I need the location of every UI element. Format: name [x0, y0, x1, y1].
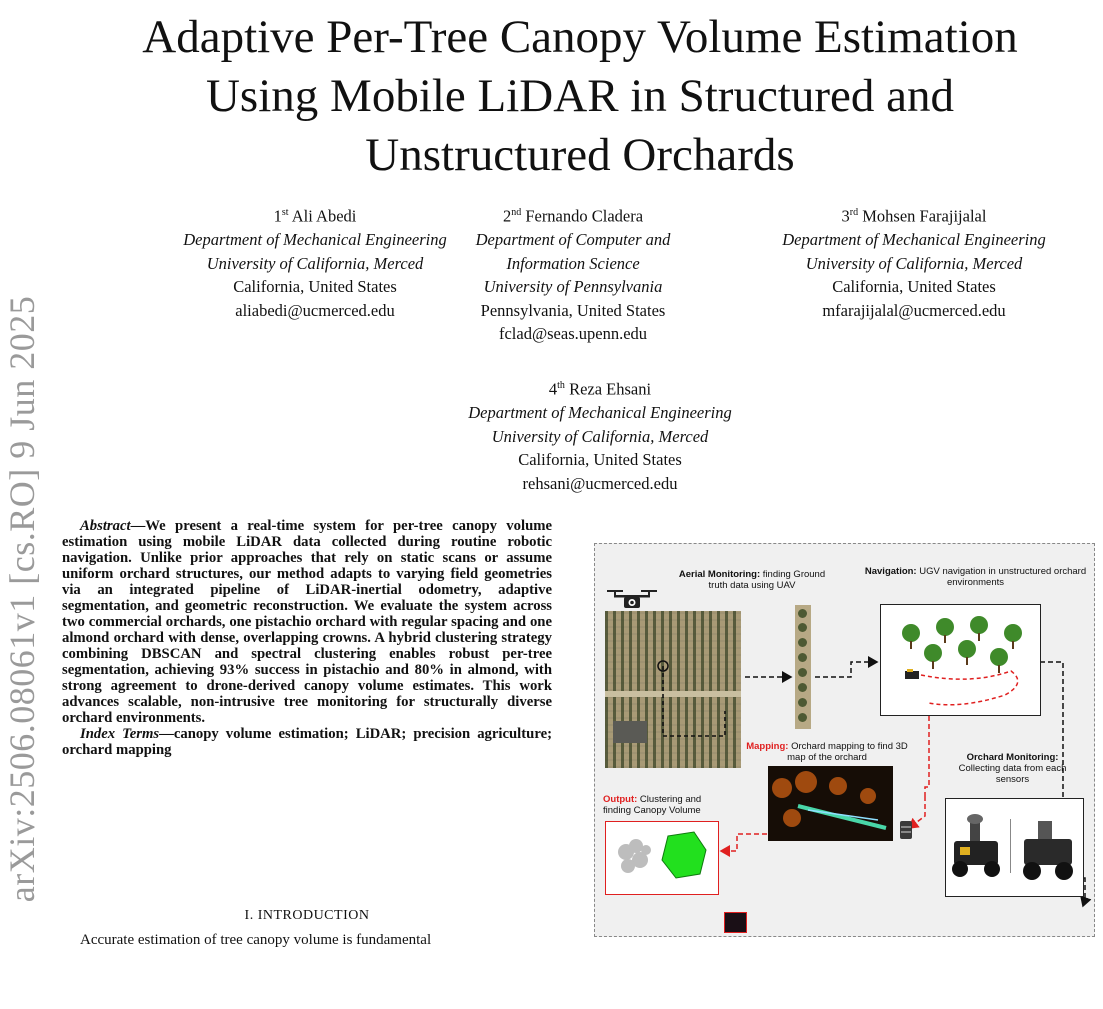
author-block-1: [165, 201, 465, 322]
author-affiliation: University of Pennsylvania: [483, 277, 663, 296]
author-affiliation: University of California, Merced: [805, 253, 1023, 273]
author-block-2: [445, 201, 701, 346]
abstract-body: —We present a real-time system for per-tree canopy volume estimation using mobile LiDAR data collected during routine robotic navigation. Unlike prior approaches that rely on static scans or assume uniform orchard structures, our method adapts to varying field geometries via an integrated pipeline of LiDAR-inertial odometry, adaptive segmentation, and geometric reconstruction. We evaluate the system across two commercial orchards, one pistachio orchard with regular spacing and one almond orchard with dense, overlapping crowns. A hybrid clustering strategy combining DBSCAN and spectral clustering enables robust per-tree segmentation, achieving 93% success in pistachio and 80% in almond, with strong agreement to drone-derived canopy volume estimates. This work advances scalable, non-intrusive tree monitoring for structurally diverse orchard environments.: [62, 518, 552, 726]
title-line: Adaptive Per-Tree Canopy Volume Estimation: [142, 11, 1018, 63]
author-block-3: [756, 201, 1072, 322]
author-affiliation: University of California, Merced: [491, 426, 709, 446]
abstract: [62, 518, 552, 758]
author-affiliation: Information Science: [506, 253, 640, 273]
aerial-monitoring-label: Aerial Monitoring: finding Ground truth data using UAV: [678, 569, 826, 591]
navigation-label: Navigation: UGV navigation in unstructured orchard environments: [864, 566, 1087, 588]
author-location: California, United States: [233, 277, 397, 296]
author-affiliation: Department of Mechanical Engineering: [782, 230, 1046, 249]
author-name: 2nd Fernando Cladera: [502, 206, 644, 226]
author-affiliation: Department of Computer and: [475, 230, 671, 249]
orchard-monitoring-label: Orchard Monitoring: Collecting data from each sensors: [958, 752, 1067, 785]
author-block-4: [420, 374, 780, 495]
canopy-volume-illustration: [606, 822, 716, 892]
title-line: Unstructured Orchards: [365, 129, 795, 181]
author-location: Pennsylvania, United States: [480, 300, 666, 320]
index-terms-body: —canopy volume estimation; LiDAR; precision agriculture; orchard mapping: [62, 726, 552, 758]
author-affiliation: Department of Mechanical Engineering: [183, 230, 447, 249]
lidar-sensor-icon: [898, 820, 914, 840]
author-location: California, United States: [518, 450, 682, 469]
point-cloud-thumbnail: [724, 912, 747, 933]
author-email: aliabedi@ucmerced.edu: [235, 300, 395, 320]
output-label: Output: Clustering and finding Canopy Volume: [603, 794, 702, 816]
author-name: 3rd Mohsen Farajijalal: [841, 206, 987, 226]
arxiv-identifier: arXiv:2506.08061v1 [cs.RO] 9 Jun 2025: [2, 295, 42, 903]
title-line: Using Mobile LiDAR in Structured and: [205, 70, 954, 122]
mapping-label: Mapping: Orchard mapping to find 3D map of the orchard: [746, 741, 908, 763]
lidar-map-image: [768, 766, 893, 841]
index-terms-lead: Index Terms: [80, 726, 160, 742]
intro-first-line: Accurate estimation of tree canopy volume is fundamental: [80, 932, 432, 948]
author-affiliation: Department of Mechanical Engineering: [468, 403, 732, 422]
navigation-panel: [880, 604, 1041, 716]
orchard-trees-illustration: [881, 605, 1040, 715]
author-affiliation: University of California, Merced: [206, 253, 424, 273]
paper-title: [60, 8, 1100, 185]
author-email: mfarajijalal@ucmerced.edu: [822, 300, 1006, 320]
pipeline-figure: [594, 543, 1095, 937]
robot-illustration: [946, 799, 1083, 896]
index-terms: [62, 726, 552, 758]
author-name: 4th Reza Ehsani: [548, 379, 652, 399]
output-panel: [605, 821, 719, 895]
author-name: 1st Ali Abedi: [273, 206, 357, 226]
abstract-lead: Abstract: [80, 518, 131, 534]
abstract-paragraph: [62, 518, 552, 726]
author-email: fclad@seas.upenn.edu: [498, 324, 648, 343]
section-heading: I. INTRODUCTION: [244, 908, 370, 923]
orchard-monitoring-panel: [945, 798, 1084, 897]
author-email: rehsani@ucmerced.edu: [522, 473, 678, 493]
author-location: California, United States: [832, 277, 996, 296]
